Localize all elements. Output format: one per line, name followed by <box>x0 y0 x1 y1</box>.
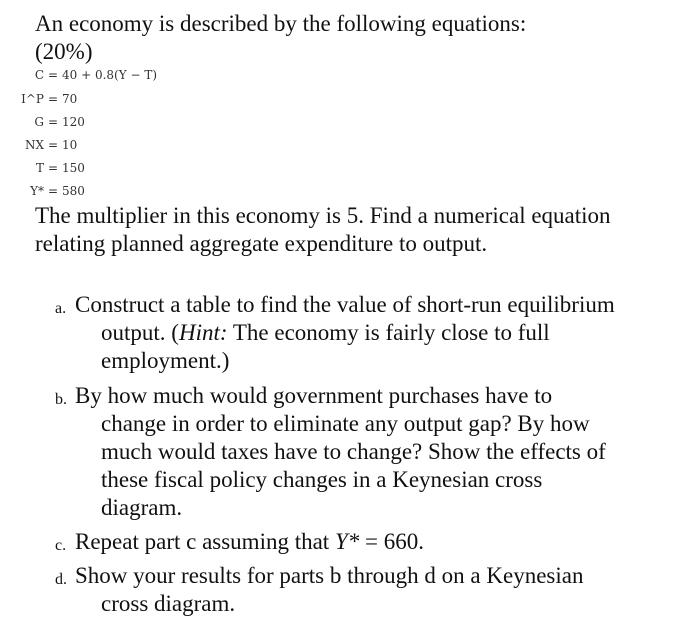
list-marker: b. <box>55 391 67 408</box>
intro-line-2: (20%) <box>35 39 93 64</box>
equation-lhs: C <box>34 68 44 82</box>
equation-lhs: G <box>34 115 44 129</box>
equation-lhs: T <box>35 161 44 175</box>
variable-y-star: Y* <box>334 529 360 554</box>
list-item-b <box>55 382 615 522</box>
equation-net-exports: NX = 10 <box>10 138 77 152</box>
list-item-text: Construct a table to find the value of short-run equilibrium output. (Hint: The economy is fairly close to full employment.) <box>75 292 615 373</box>
equation-government: G = 120 <box>10 115 85 129</box>
intro-line-1: An economy is described by the following equations: <box>35 11 527 36</box>
equation-planned-investment: I^P = 70 <box>10 92 77 106</box>
equation-rhs: 150 <box>62 161 85 175</box>
list-item-text: By how much would government purchases have to change in order to eliminate any output gap? By how much would taxes have to change? Show the effects of these fiscal policy changes in a Keynesian cross diagram. <box>75 383 606 520</box>
equation-taxes: T = 150 <box>10 161 85 175</box>
equation-lhs: NX <box>24 138 44 152</box>
equation-rhs: 40 + 0.8(Y − T) <box>62 68 158 82</box>
equation-rhs: 120 <box>62 115 85 129</box>
list-marker: a. <box>55 300 67 317</box>
hint-label: Hint: <box>178 320 228 345</box>
list-marker: c. <box>55 537 67 554</box>
list-item-a <box>55 291 615 375</box>
intro-text <box>35 10 615 66</box>
list-item-c <box>55 528 615 556</box>
equation-rhs: 580 <box>62 184 85 198</box>
list-item-text: Repeat part c assuming that Y* = 660. <box>75 529 424 554</box>
equation-lhs: I^P <box>21 92 44 106</box>
multiplier-paragraph: The multiplier in this economy is 5. Find a numerical equation relating planned aggregate expenditure to output. <box>35 203 611 256</box>
equation-rhs: 10 <box>62 138 78 152</box>
equation-potential-output: Y* = 580 <box>10 184 85 198</box>
list-marker: d. <box>55 571 67 588</box>
list-item-d <box>55 562 615 618</box>
equation-consumption: C = 40 + 0.8(Y − T) <box>10 68 157 82</box>
equation-lhs: Y* <box>30 184 44 198</box>
equation-rhs: 70 <box>62 92 78 106</box>
list-item-text: Show your results for parts b through d on a Keynesian cross diagram. <box>75 563 584 616</box>
